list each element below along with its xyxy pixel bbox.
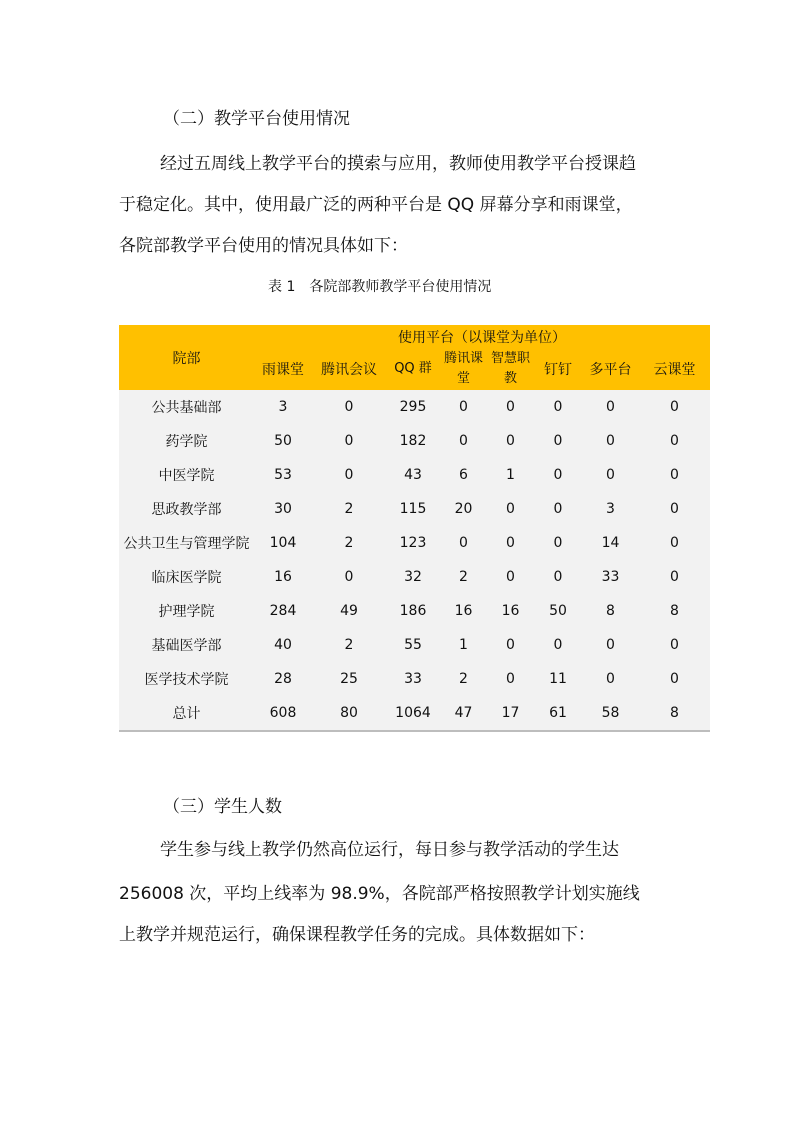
value-cell: 61 bbox=[534, 696, 582, 731]
value-cell: 0 bbox=[534, 390, 582, 424]
value-cell: 17 bbox=[487, 696, 534, 731]
value-cell: 49 bbox=[312, 594, 386, 628]
value-cell: 2 bbox=[440, 662, 487, 696]
value-cell: 0 bbox=[639, 492, 710, 526]
value-cell: 20 bbox=[440, 492, 487, 526]
value-cell: 0 bbox=[440, 526, 487, 560]
value-cell: 1064 bbox=[386, 696, 440, 731]
value-cell: 0 bbox=[582, 662, 639, 696]
value-cell: 1 bbox=[487, 458, 534, 492]
value-cell: 0 bbox=[639, 662, 710, 696]
column-header: 多平台 bbox=[582, 348, 639, 390]
value-cell: 33 bbox=[386, 662, 440, 696]
column-header: 钉钉 bbox=[534, 348, 582, 390]
platform-usage-table bbox=[119, 325, 710, 732]
column-header: 腾讯课堂 bbox=[440, 348, 487, 390]
value-cell: 0 bbox=[534, 458, 582, 492]
value-cell: 0 bbox=[487, 424, 534, 458]
column-header: 腾讯会议 bbox=[312, 348, 386, 390]
value-cell: 0 bbox=[534, 492, 582, 526]
value-cell: 8 bbox=[639, 696, 710, 731]
table-row bbox=[119, 662, 710, 696]
value-cell: 58 bbox=[582, 696, 639, 731]
value-cell: 0 bbox=[312, 560, 386, 594]
table-row bbox=[119, 594, 710, 628]
paragraph-line: 各院部教学平台使用的情况具体如下： bbox=[119, 236, 408, 256]
department-cell: 护理学院 bbox=[119, 594, 254, 628]
value-cell: 284 bbox=[254, 594, 312, 628]
value-cell: 3 bbox=[582, 492, 639, 526]
value-cell: 80 bbox=[312, 696, 386, 731]
value-cell: 0 bbox=[534, 560, 582, 594]
value-cell: 0 bbox=[534, 424, 582, 458]
paragraph-line: 学生参与线上教学仍然高位运行，每日参与教学活动的学生达 bbox=[160, 840, 619, 860]
value-cell: 0 bbox=[639, 560, 710, 594]
value-cell: 16 bbox=[440, 594, 487, 628]
value-cell: 0 bbox=[312, 424, 386, 458]
value-cell: 0 bbox=[534, 628, 582, 662]
value-cell: 32 bbox=[386, 560, 440, 594]
value-cell: 1 bbox=[440, 628, 487, 662]
section-heading-students: （三）学生人数 bbox=[163, 797, 282, 817]
paragraph-line: 经过五周线上教学平台的摸索与应用，教师使用教学平台授课趋 bbox=[160, 154, 636, 174]
value-cell: 182 bbox=[386, 424, 440, 458]
table-row bbox=[119, 526, 710, 560]
value-cell: 11 bbox=[534, 662, 582, 696]
department-cell: 医学技术学院 bbox=[119, 662, 254, 696]
value-cell: 0 bbox=[582, 628, 639, 662]
value-cell: 608 bbox=[254, 696, 312, 731]
column-header: QQ 群 bbox=[386, 348, 440, 390]
value-cell: 16 bbox=[487, 594, 534, 628]
value-cell: 33 bbox=[582, 560, 639, 594]
value-cell: 8 bbox=[582, 594, 639, 628]
value-cell: 50 bbox=[254, 424, 312, 458]
value-cell: 2 bbox=[312, 628, 386, 662]
value-cell: 55 bbox=[386, 628, 440, 662]
value-cell: 6 bbox=[440, 458, 487, 492]
paragraph-line: 上教学并规范运行，确保课程教学任务的完成。具体数据如下： bbox=[119, 925, 595, 945]
value-cell: 43 bbox=[386, 458, 440, 492]
value-cell: 0 bbox=[487, 492, 534, 526]
value-cell: 16 bbox=[254, 560, 312, 594]
value-cell: 0 bbox=[534, 526, 582, 560]
value-cell: 295 bbox=[386, 390, 440, 424]
value-cell: 104 bbox=[254, 526, 312, 560]
value-cell: 0 bbox=[312, 458, 386, 492]
section-heading-platform: （二）教学平台使用情况 bbox=[163, 109, 350, 129]
value-cell: 0 bbox=[487, 628, 534, 662]
department-cell: 中医学院 bbox=[119, 458, 254, 492]
department-cell: 思政教学部 bbox=[119, 492, 254, 526]
value-cell: 53 bbox=[254, 458, 312, 492]
value-cell: 0 bbox=[639, 526, 710, 560]
table-row bbox=[119, 560, 710, 594]
value-cell: 2 bbox=[312, 526, 386, 560]
value-cell: 0 bbox=[440, 424, 487, 458]
department-cell: 总计 bbox=[119, 696, 254, 731]
value-cell: 3 bbox=[254, 390, 312, 424]
department-cell: 公共卫生与管理学院 bbox=[119, 526, 254, 560]
department-cell: 公共基础部 bbox=[119, 390, 254, 424]
value-cell: 8 bbox=[639, 594, 710, 628]
value-cell: 25 bbox=[312, 662, 386, 696]
value-cell: 28 bbox=[254, 662, 312, 696]
value-cell: 0 bbox=[312, 390, 386, 424]
table-row bbox=[119, 696, 710, 731]
header-platform-group: 使用平台（以课堂为单位） bbox=[254, 325, 710, 348]
table-row bbox=[119, 424, 710, 458]
value-cell: 30 bbox=[254, 492, 312, 526]
paragraph-line: 于稳定化。其中，使用最广泛的两种平台是 QQ 屏幕分享和雨课堂， bbox=[119, 195, 633, 215]
value-cell: 2 bbox=[312, 492, 386, 526]
column-header: 智慧职教 bbox=[487, 348, 534, 390]
department-cell: 临床医学院 bbox=[119, 560, 254, 594]
value-cell: 0 bbox=[487, 662, 534, 696]
value-cell: 186 bbox=[386, 594, 440, 628]
department-cell: 药学院 bbox=[119, 424, 254, 458]
value-cell: 0 bbox=[639, 390, 710, 424]
value-cell: 2 bbox=[440, 560, 487, 594]
table-caption: 表 1 各院部教师教学平台使用情况 bbox=[268, 279, 492, 295]
value-cell: 0 bbox=[582, 424, 639, 458]
table-row bbox=[119, 492, 710, 526]
value-cell: 0 bbox=[487, 560, 534, 594]
value-cell: 0 bbox=[582, 458, 639, 492]
value-cell: 14 bbox=[582, 526, 639, 560]
table-row bbox=[119, 628, 710, 662]
value-cell: 0 bbox=[639, 424, 710, 458]
value-cell: 0 bbox=[440, 390, 487, 424]
column-header: 雨课堂 bbox=[254, 348, 312, 390]
column-header: 云课堂 bbox=[639, 348, 710, 390]
paragraph-line: 256008 次，平均上线率为 98.9%，各院部严格按照教学计划实施线 bbox=[119, 884, 640, 904]
value-cell: 115 bbox=[386, 492, 440, 526]
value-cell: 0 bbox=[487, 390, 534, 424]
value-cell: 40 bbox=[254, 628, 312, 662]
value-cell: 50 bbox=[534, 594, 582, 628]
value-cell: 123 bbox=[386, 526, 440, 560]
value-cell: 47 bbox=[440, 696, 487, 731]
header-department: 院部 bbox=[119, 325, 254, 390]
value-cell: 0 bbox=[639, 628, 710, 662]
table-row bbox=[119, 458, 710, 492]
value-cell: 0 bbox=[582, 390, 639, 424]
value-cell: 0 bbox=[487, 526, 534, 560]
value-cell: 0 bbox=[639, 458, 710, 492]
department-cell: 基础医学部 bbox=[119, 628, 254, 662]
table-row bbox=[119, 390, 710, 424]
